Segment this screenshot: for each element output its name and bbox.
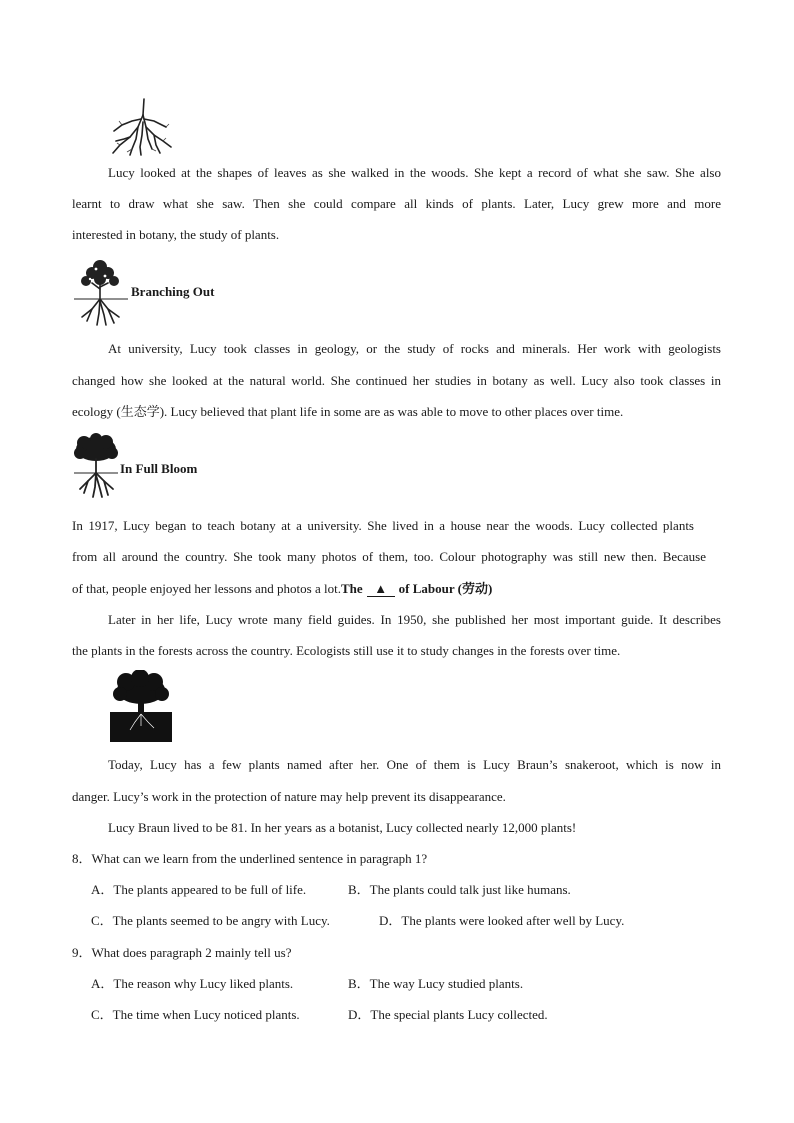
passage-p1-line2: learnt to draw what she saw. Then she could compare all kinds of plants. Later, Lucy grew more and more — [72, 196, 721, 211]
heading-labour-blank: ▲ — [367, 582, 395, 597]
heading-labour-prefix: The — [340, 581, 363, 596]
question-8-option-c[interactable]: C．The plants seemed to be angry with Lucy. — [91, 913, 330, 928]
passage-p6: Lucy Braun lived to be 81. In her years as a botanist, Lucy collected nearly 12,000 plants! — [108, 820, 577, 835]
question-9-option-b[interactable]: B．The way Lucy studied plants. — [348, 976, 524, 991]
passage-p2-line1: At university, Lucy took classes in geology, or the study of rocks and minerals. Her work with geologists — [108, 341, 721, 356]
passage-p2-line2: changed how she looked at the natural world. She continued her studies in botany as well. Lucy also took classes in — [72, 373, 721, 388]
passage-p3-line1: In 1917, Lucy began to teach botany at a university. She lived in a house near the woods. Lucy collected plants — [72, 518, 694, 533]
question-8-option-b[interactable]: B．The plants could talk just like humans. — [348, 882, 571, 897]
question-8-option-d[interactable]: D．The plants were looked after well by Lucy. — [379, 913, 625, 928]
question-9-option-a[interactable]: A．The reason why Lucy liked plants. — [91, 976, 294, 991]
passage-p4-line2: the plants in the forests across the country. Ecologists still use it to study changes in the forests over time. — [72, 643, 621, 658]
full-tree-icon — [72, 433, 120, 501]
question-8-stem: 8．What can we learn from the underlined sentence in paragraph 1? — [72, 851, 428, 866]
passage-p5-line2: danger. Lucy’s work in the protection of nature may help prevent its disappearance. — [72, 789, 506, 804]
passage-p3-line2: from all around the country. She took many photos of them, too. Colour photography was still new then. Because — [72, 549, 706, 564]
tree-block-icon — [108, 670, 174, 744]
heading-labour-suffix: of Labour (劳动) — [398, 581, 493, 596]
sapling-tree-icon — [72, 255, 128, 329]
passage-p3-line3 — [72, 581, 492, 597]
heading-branching-out: Branching Out — [131, 284, 215, 299]
question-9-option-c[interactable]: C．The time when Lucy noticed plants. — [91, 1007, 300, 1022]
passage-p4-line1: Later in her life, Lucy wrote many field guides. In 1950, she published her most important guide. It describes — [108, 612, 721, 627]
question-8-option-a[interactable]: A．The plants appeared to be full of life. — [91, 882, 307, 897]
passage-p3-line3-text: of that, people enjoyed her lessons and photos a lot. — [72, 581, 341, 596]
question-9-option-d[interactable]: D．The special plants Lucy collected. — [348, 1007, 548, 1022]
passage-p5-line1: Today, Lucy has a few plants named after her. One of them is Lucy Braun’s snakeroot, which is now in — [108, 757, 721, 772]
passage-p1-line1: Lucy looked at the shapes of leaves as she walked in the woods. She kept a record of what she saw. She also — [108, 165, 721, 180]
passage-p1-line3: interested in botany, the study of plants. — [72, 227, 280, 242]
passage-p2-line3: ecology (生态学). Lucy believed that plant life in some are as was able to move to other places over time. — [72, 404, 624, 419]
question-9-stem: 9．What does paragraph 2 mainly tell us? — [72, 945, 292, 960]
heading-in-full-bloom: In Full Bloom — [120, 461, 198, 476]
roots-icon — [108, 97, 174, 157]
